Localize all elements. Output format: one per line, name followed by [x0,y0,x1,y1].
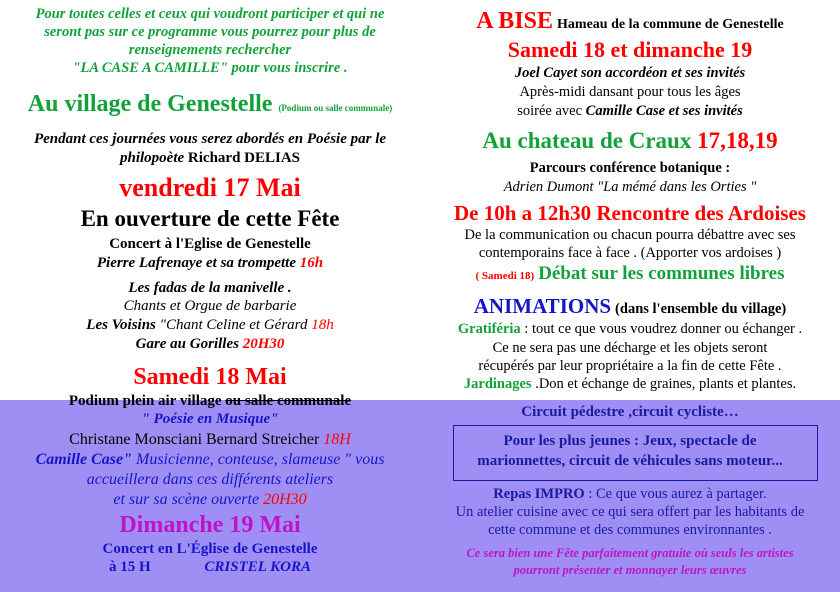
podium-alt: ou salle communale [225,393,352,409]
gratiferia-label: Gratiféria [457,321,521,337]
bise-hamlet: Hameau de la commune de Genestelle [557,17,784,32]
lafrenaye-time: 16h [299,255,324,271]
debat-title: Débat sur les communes libres [538,263,785,284]
soiree-prefix: soirée avec [517,103,583,119]
sunday-heading: Dimanche 19 Mai [119,512,301,538]
jardinages-line [420,377,840,393]
camille-line-3 [0,491,420,509]
camille-name: Camille Case" [35,451,132,468]
joel-line: Joel Cayet son accordéon et ses invités [514,65,746,81]
camille-desc-1: Musicienne, conteuse, slameuse " vous [132,451,385,468]
podium-text: Podium plein air village [68,393,222,409]
dance-line: Après-midi dansant pour tous les âges [519,84,741,100]
voisins-detail: "Chant Celine et Gérard [159,317,308,333]
jardinages-label: Jardinages [463,376,532,392]
artists-time: 18H [323,431,351,448]
kora-line [0,559,420,576]
intro-line-3: renseignements rechercher [128,42,292,58]
camille-time: 20H30 [263,491,307,508]
atelier-line-2: cette commune et des communes environnantes . [488,522,772,538]
circuit-line: Circuit pédestre ,circuit cycliste… [521,404,739,420]
lafrenaye-name: Pierre Lafrenaye et sa trompette [96,255,297,271]
animations-note: (dans l'ensemble du village) [615,301,787,317]
poesie-musique: " Poésie en Musique" [141,411,279,427]
samedi18-label: ( Samedi 18) [475,270,535,282]
closing-line-1: Ce sera bien une Fête parfaitement gratuite où seuls les artistes [466,546,794,560]
chateau-dates: 17,18,19 [697,128,778,153]
voisins-time: 18h [311,317,334,333]
chateau-title: Au chateau de Craux [482,128,692,153]
camille-line-1 [0,451,420,469]
bise-heading [420,8,840,34]
animations-heading [420,295,840,318]
gorilles-line [0,336,420,353]
gratiferia-line [420,322,840,338]
repas-line [420,487,840,503]
repas-desc: : Ce que vous aurez à partager. [584,486,767,502]
young-line-1: Pour les plus jeunes : Jeux, spectacle de [503,433,757,449]
closing-line-2: pourront présenter et monnayer leurs œuvres [513,563,747,577]
artists-line [0,431,420,449]
church-concert: Concert à l'Eglise de Genestelle [109,236,311,252]
adrien-line: Adrien Dumont "La mémé dans les Orties " [503,179,757,195]
soiree-line [420,104,840,120]
gorilles-name: Gare au Gorilles [135,336,239,352]
gorilles-time: 20H30 [242,336,285,352]
intro-line-2: seront pas sur ce programme vous pourrez pour plus de [44,24,376,40]
camille-line-2: accueillera dans ces différents ateliers [86,471,334,488]
opening-heading: En ouverture de cette Fête [80,206,340,231]
podium-line [0,393,420,410]
intro-line-1: Pour toutes celles et ceux qui voudront participer et qui ne [35,6,385,22]
village-heading [0,91,420,117]
chateau-heading [420,128,840,153]
camille-desc-3: et sur sa scène ouverte [113,491,260,508]
eglise-concert: Concert en L'Église de Genestelle [102,541,318,557]
animations-title: ANIMATIONS [473,294,612,318]
voisins-name: Les Voisins [86,317,156,333]
ardoises-desc-2: contemporains face à face . (Apporter vos ardoises ) [478,245,782,261]
gratiferia-more-1: Ce ne sera pas une décharge et les objets seront [492,340,768,356]
parcours-line: Parcours conférence botanique : [529,160,731,176]
philopoete-label: philopoète [119,150,185,166]
soiree-name: Camille Case et ses invités [585,103,743,119]
village-note: (Podium ou salle communale) [278,103,393,113]
poetry-line-1: Pendant ces journées vous serez abordés en Poésie par le [33,131,387,147]
bise-title: A BISE [476,8,554,34]
young-line-2: marionnettes, circuit de véhicules sans moteur... [477,453,783,469]
chants-line: Chants et Orgue de barbarie [123,298,297,314]
lafrenaye-line [0,255,420,272]
artists-names: Christane Monsciani Bernard Streicher [69,431,320,448]
poetry-line-2 [0,150,420,167]
saturday-heading: Samedi 18 Mai [133,364,287,390]
ardoises-desc-1: De la communication ou chacun pourra débattre avec ses [464,227,796,243]
atelier-line-1: Un atelier cuisine avec ce qui sera offert par les habitants de [455,504,805,520]
village-title: Au village de Genestelle [27,91,273,117]
friday-heading: vendredi 17 Mai [119,173,301,202]
bise-dates: Samedi 18 et dimanche 19 [507,37,753,62]
repas-label: Repas IMPRO [493,486,585,502]
sunday-time: à 15 H [109,559,151,575]
kora-name: CRISTEL KORA [204,559,311,575]
ardoises-heading: De 10h a 12h30 Rencontre des Ardoises [454,201,806,225]
intro-line-4: "LA CASE A CAMILLE" pour vous inscrire . [72,60,348,76]
poet-name: Richard DELIAS [187,150,301,166]
jardinages-desc: .Don et échange de graines, plants et plantes. [531,376,797,392]
fadas-line: Les fadas de la manivelle . [128,280,292,296]
voisins-line [0,317,420,334]
gratiferia-more-2: récupérés par leur propriétaire a la fin de cette Fête . [478,358,782,374]
debat-heading [420,264,840,285]
gratiferia-desc: : tout ce que vous voudrez donner ou échanger . [520,321,803,337]
